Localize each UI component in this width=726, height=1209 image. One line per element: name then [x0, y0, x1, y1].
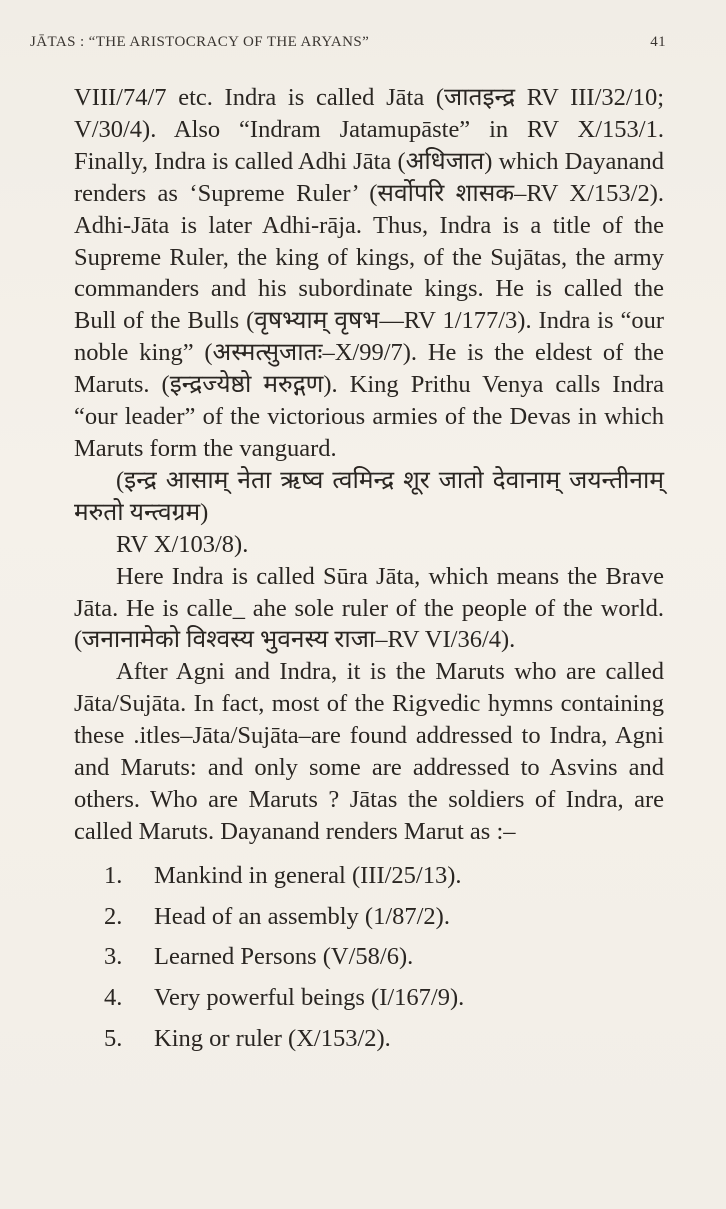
list-number: 4. — [104, 984, 123, 1012]
list-text: Very powerful beings (I/167/9). — [154, 984, 465, 1012]
paragraph-1: VIII/74/7 etc. Indra is called Jāta (जातइन्द्र RV III/32/10; V/30/4). Also “Indram Jatamupāste” in RV X/153/1. Finally, Indra is called Adhi Jāta (अधिजात) which Dayanand renders as ‘Supreme Ruler’ (सर्वोपरि शासक–RV X/153/2). Adhi-Jāta is later Adhi-rāja. Thus, Indra is a title of the Supreme Ruler, the king of kings, of the Sujātas, the army commanders and his subordinate kings. He is called the Bull of the Bulls (वृषभ्याम् वृषभ—RV 1/177/3). Indra is “our noble king” (अस्मत्सुजातः–X/99/7). He is the eldest of the Maruts. (इन्द्रज्येष्ठो मरुद्गण). King Prithu Venya calls Indra “our leader” of the victorious armies of the Devas in which Maruts form the vanguard. — [74, 84, 664, 462]
list-number: 5. — [104, 1024, 123, 1052]
list-item — [74, 1019, 664, 1060]
sanskrit-quote: (इन्द्र आसाम् नेता ऋष्व त्वमिन्द्र शूर जातो देवानाम् जयन्तीनाम् मरुतो यन्त्वग्रम) — [74, 466, 664, 526]
list-item — [74, 937, 664, 978]
list-number: 1. — [104, 861, 123, 889]
list-number: 2. — [104, 902, 123, 930]
paragraph-3: After Agni and Indra, it is the Maruts who are called Jāta/Sujāta. In fact, most of the Rigvedic hymns containing these .itles–Jāta/Sujāta–are found addressed to Indra, Agni and Maruts: and only some are addressed to Asvins and others. Who are Maruts ? Jātas the soldiers of Indra, are called Maruts. Dayanand renders Marut as :– — [74, 658, 664, 845]
list-item — [74, 897, 664, 938]
page-number: 41 — [650, 34, 666, 50]
list-item — [74, 978, 664, 1019]
list-text: Mankind in general (III/25/13). — [154, 861, 462, 889]
quote-reference: RV X/103/8). — [116, 530, 249, 558]
running-header — [30, 34, 666, 51]
list-number: 3. — [104, 943, 123, 971]
list-text: Learned Persons (V/58/6). — [154, 943, 414, 971]
list-text: King or ruler (X/153/2). — [154, 1024, 391, 1052]
list-text: Head of an assembly (1/87/2). — [154, 902, 450, 930]
marut-meanings-list — [74, 856, 664, 1060]
running-title: JĀTAS : “THE ARISTOCRACY OF THE ARYANS” — [30, 34, 370, 50]
list-item — [74, 856, 664, 897]
page-body — [74, 82, 664, 1060]
paragraph-2: Here Indra is called Sūra Jāta, which means the Brave Jāta. He is calle_ ahe sole ruler of the people of the world. (जनानामेको विश्वस्य भुवनस्य राजा–RV VI/36/4). — [74, 562, 664, 654]
